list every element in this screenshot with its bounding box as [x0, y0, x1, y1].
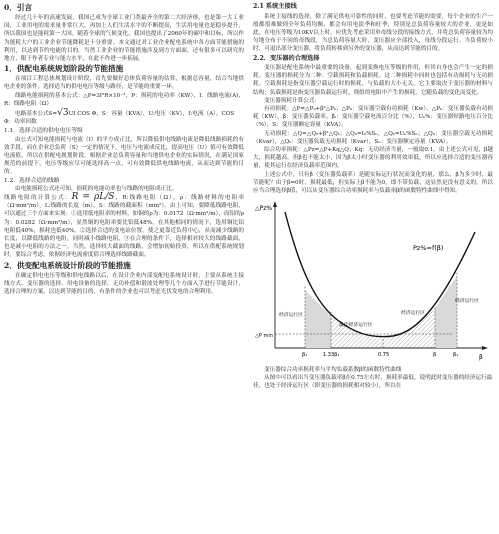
formula-apparent-power-ui: UI: [68, 111, 76, 118]
inner-left-label: 最佳经济运行区: [339, 323, 373, 329]
paragraph-1-loss-formula: 线路电能损耗的基本公式：△P=3I²R×10⁻³，P：损耗的电功率（KW），I：线路电流(A)，R：线路电阻（Ω）: [4, 92, 244, 107]
resistance-text: ，R:线路电阻（Ω），ρ：线路材料的电阻率（Ω·mm²/m），L:线路的长度（m），S：线路的截面积（mm²）。由上可知，要降低线路电阻，可以通过三个方面来实现：①选用低电阻率的材料，如铜的ρ为：0.0172（Ω·mm²/m），而铝的ρ为：0.0282（Ω·mm²/m），显然铜的电阻率要比铝低48%，在其他相同的情况下，选用铜比铝电阻低40%，损耗也低40%。②选择合适的变电站位置，使之更靠近负荷中心，从而减少线路的长度，以降低线路的电阻，同时减小线路电阻，③在合理的条件下，选择相对较大的线路截面，也是减小电阻的方法之一。当然，选择较大截面的线路，会增加初始投资，所以在供配系统规划时，要综合考虑，依据经济电流密度值合理选择线路截面。: [4, 195, 244, 259]
right-region-label: 经济运行区: [455, 299, 479, 305]
x-axis-arrow: [482, 346, 488, 350]
paragraph-2-2: 变压器是配电系统中最重要的设备，起到变换电压等级的作用，但其自身也会产生一定的损耗。变压器的损耗分为二种：空载损耗和负载损耗。这二种损耗中同时也包括有功损耗与无功损耗。空载损耗是指变压器空载运行时的损耗，与负载的大小无关，它主要取决于变压器的材料与结构；负载损耗是指变压器负载运行时，绕组的电阻中产生的损耗，它随负载的变化而变化。: [253, 65, 493, 96]
formula-apparent-power-prefix: 电路基本公式S=: [15, 111, 58, 118]
resistance-formula: R = ρL/S: [71, 192, 115, 203]
subsection-heading-2-1: 2.1 系统主接线: [253, 3, 297, 10]
paragraph-2-2-total-loss: 综合功率损耗：△Pz=△P+Kq△Q；Kq：无功经济当量，一般取0.1。由上述公式可见，β越大，损耗越高，但β也不能太小，因为β太小时变压器的利用效率低，所以应选择合适的变压器容量，使其运行在经济负载率范围内。: [253, 147, 493, 170]
section-heading-2: 2．供变配电系统设计阶段的节能措施: [4, 260, 131, 270]
left-region-label: 经济运行区: [279, 313, 303, 319]
paragraph-2-1: 系统主接线的选择，除了满足供电可靠性的同时，也要考虑节能的需要，每个企业的生产一般都很难做到全年负荷均衡，都会有用电淡季和旺季，特别是总负荷容量较大的企业，更是如此。在电压等级为10KV以上时，应优先考虑采用单母线分段的接线方式，并将总负荷容量较为均匀地分布于不同的母线段，当总负荷容量大时，变压器应全部投入，母线分段运行。当负荷较小时，可退出部分变压器，将负荷转移到另外的变压器，从而达到节能的目的。: [253, 13, 493, 53]
subsection-heading-1-2: 1.2．选择合适的线路: [4, 177, 60, 184]
paragraph-2-2-beta: 上述公式中，只有β（变压器负载率）是随实际运行状况而变化的量，那么，β为多少时，最节能呢？由于β=0时，损耗最低，但实际上β不能为0，即不带负载，这显然是没有意义的。所以应当合理选择β值，可以从变压器综合功率损耗率与负载率β的函数特性曲线中得知。: [253, 171, 493, 195]
tick-beta1-right: β₁: [453, 352, 459, 359]
curve-label: Pz%=f(β): [413, 244, 444, 253]
resistance-prefix: 线路电阻的计算公式：: [4, 195, 72, 202]
tick-beta: β: [433, 352, 437, 359]
formula-apparent-power-rest: COS Φ，S：容量（KVA），U:电压（KV），I:电流（A），COS Φ：功率因数: [4, 111, 235, 126]
paragraph-2-2-reactive-loss: 无功损耗：△Q=△Q₀+β²△Qₖ；△Q₀=I₀%Sₙ，△Qₖ=Uₖ%Sₙ；△Q₀：变压器空载无功损耗（Kvar），△Qₖ：变压器负载无功损耗（Kvar），Sₙ：变压器额定容量（KVA）。: [253, 130, 493, 145]
y-axis-arrow: [273, 201, 277, 207]
loss-rate-figure: [253, 198, 493, 364]
right-column: [253, 2, 493, 390]
subsection-heading-2-2: 2.2．变压器的合理选择: [253, 54, 320, 62]
paragraph-1: 在项目工程总体规划设计阶段，首先要做好总体负荷容量的估算，根据总容量，结合当地供电企业的条件，选择适当的供电电压等级与路径，是节能的重要一环。: [4, 76, 244, 91]
paragraph-introduction: 经过几十年的高速发展，我国已成为全球工业门类最齐全的第二大经济体，也是第一大工业国，工业用电的需求量非常巨大，再加上人们生活水平的不断提高，生活用电量也是稳步提升，所以我国也是能耗第一大国。随着全球的气候变化，我国也提出了2060年的碳中和目标，所以作为能耗大户的工业企业节能降耗是十分重要。本文通过对工业企业配电系统中各方面节能措施的利用，以达到节约电能的目的。当然工业企业的节能措施涉及到方方面面，还有很多可以研究的地方，限于作者专业与能力水平，在此不作进一步拓展。: [4, 15, 244, 63]
paragraph-1-1: 由公式可知电能损耗与电流（I）的平方成正比，所以降低供电线路电流是降低线路损耗的有效手段，而在企业总负荷（S）一定的情况下，电压与电流成反比，提高电压（U）值可有效降低电流值，所以在供配电规划阶段，根据企业总负荷容量和当地供电企业的实际情况，在满足国家规范的前提下，电压等级应尽可能选择高一点，可有效降低供电线路电流，从而达到节能的目的。: [4, 136, 244, 176]
formula-apparent-power: [4, 109, 244, 126]
x-axis-label: β: [479, 354, 483, 362]
paragraph-2: 在确定供电电压等级和供电线路以后，在设计企业内部变配电系统设计时，主要从系统主接线方式、变压器的选择、用电设备的选择、无功补偿和谐波处理等几个方面入手进行节能设计，选择合理的方案，以达到节能的目的，有条件的企业也可以考虑光伏发电的合理利用。: [4, 272, 244, 296]
inner-right-label: 经济运行区: [401, 311, 425, 317]
paragraph-after-figure: 从图中可以看出当变压器负载率β在0.75左右时，损耗率最低，说明此时变压器的经济运行最佳，也处于经济运行区（即变压器的损耗相对较小），所以在: [253, 375, 493, 390]
y-axis-label: △Pz%: [255, 205, 273, 213]
paragraph-1-2-resistance: [4, 193, 244, 260]
subsection-heading-1-1: 1.1．选择合适的供电电压等级: [4, 128, 83, 135]
tick-133beta1: 1.33β₁: [323, 352, 340, 359]
min-loss-label: △P min: [255, 333, 273, 340]
figure-caption: 变压器综合功率损耗率与平均负载系数β的函数特性曲线: [264, 367, 402, 374]
sqrt3-symbol: √3: [57, 108, 69, 119]
tick-beta1: β₁: [302, 352, 308, 359]
tick-075: 0.75: [378, 352, 390, 359]
paragraph-2-2-formula-title: 变压器损耗计算公式：: [264, 97, 320, 104]
section-heading-introduction: 0．引言: [4, 3, 33, 12]
paragraph-1-2: 由电能损耗公式还可知，损耗的电能功率也与线路的电阻成正比。: [15, 185, 178, 192]
loss-curve-svg: [253, 198, 493, 364]
paragraph-2-2-active-loss: 有功损耗：△P=△P₀+β²△Pₖ；△P₀：变压器空载有功损耗（Kw），△Pₖ：变压器负载有功损耗（KW），β：变压器负载率，βᵢ：变压器空载电流百分比（%），Uₖ%：变压器短路电压百分比（%），S：变压器额定容量（KVA）。: [253, 106, 493, 129]
section-heading-1: 1．供配电系统规划阶段的节能措施: [4, 64, 124, 74]
left-column: [4, 2, 244, 296]
